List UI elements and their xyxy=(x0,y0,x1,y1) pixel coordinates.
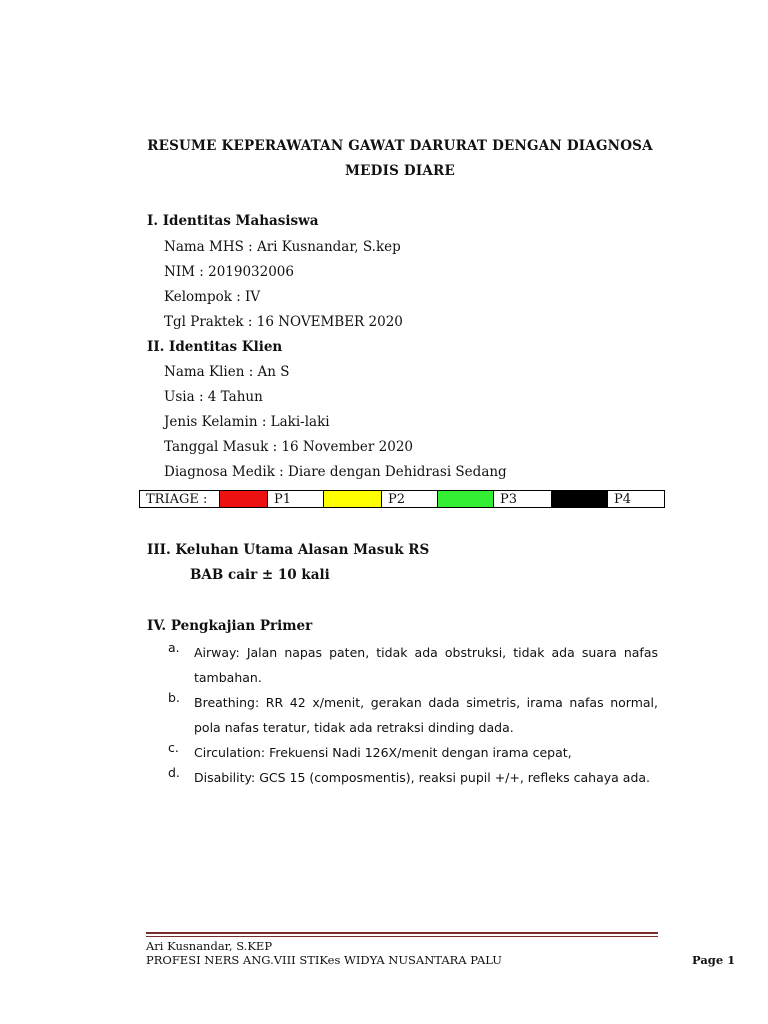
section-heading-identitas-mahasiswa: I. Identitas Mahasiswa xyxy=(147,213,319,229)
tgl-praktek-line: Tgl Praktek : 16 NOVEMBER 2020 xyxy=(164,314,403,330)
nim-line: NIM : 2019032006 xyxy=(164,264,294,280)
list-marker: d. xyxy=(168,765,180,780)
list-marker: c. xyxy=(168,740,179,755)
nama-mhs-line: Nama MHS : Ari Kusnandar, S.kep xyxy=(164,239,401,255)
page-number: Page 1 xyxy=(692,953,736,967)
triage-level-p2: P2 xyxy=(382,491,438,507)
footer-institution: PROFESI NERS ANG.VIII STIKes WIDYA NUSANTARA PALU xyxy=(146,953,502,967)
kelompok-line: Kelompok : IV xyxy=(164,289,261,305)
triage-table xyxy=(139,490,665,508)
list-item-text: Breathing: RR 42 x/menit, gerakan dada simetris, irama nafas normal, pola nafas teratur, tidak ada retraksi dinding dada. xyxy=(194,695,658,735)
list-item-text: Airway: Jalan napas paten, tidak ada obstruksi, tidak ada suara nafas tambahan. xyxy=(194,645,658,685)
document-title-line2: MEDIS DIARE xyxy=(345,163,455,179)
list-marker: b. xyxy=(168,690,180,705)
triage-color-p2 xyxy=(324,491,382,507)
triage-level-p1: P1 xyxy=(268,491,324,507)
triage-label: TRIAGE : xyxy=(140,491,220,507)
list-marker: a. xyxy=(168,640,180,655)
footer-divider xyxy=(146,932,658,934)
document-title-line1: RESUME KEPERAWATAN GAWAT DARURAT DENGAN DIAGNOSA xyxy=(147,138,653,154)
list-item-text: Disability: GCS 15 (composmentis), reaksi pupil +/+, refleks cahaya ada. xyxy=(194,770,651,785)
section-heading-pengkajian: IV. Pengkajian Primer xyxy=(147,618,313,634)
triage-color-p3 xyxy=(438,491,494,507)
section-heading-keluhan: III. Keluhan Utama Alasan Masuk RS xyxy=(147,542,430,558)
triage-color-p4 xyxy=(552,491,608,507)
list-item-text: Circulation: Frekuensi Nadi 126X/menit dengan irama cepat, xyxy=(194,745,572,760)
keluhan-text: BAB cair ± 10 kali xyxy=(190,567,330,583)
jenis-kelamin-line: Jenis Kelamin : Laki-laki xyxy=(164,414,330,430)
triage-color-p1 xyxy=(220,491,268,507)
tanggal-masuk-line: Tanggal Masuk : 16 November 2020 xyxy=(164,439,414,455)
diagnosa-medik-line: Diagnosa Medik : Diare dengan Dehidrasi Sedang xyxy=(164,464,507,480)
nama-klien-line: Nama Klien : An S xyxy=(164,364,290,380)
section-heading-identitas-klien: II. Identitas Klien xyxy=(147,339,283,355)
triage-level-p3: P3 xyxy=(494,491,552,507)
usia-line: Usia : 4 Tahun xyxy=(164,389,263,405)
footer-author: Ari Kusnandar, S.KEP xyxy=(146,939,273,953)
footer-divider-thin xyxy=(146,936,658,937)
triage-level-p4: P4 xyxy=(614,491,632,507)
